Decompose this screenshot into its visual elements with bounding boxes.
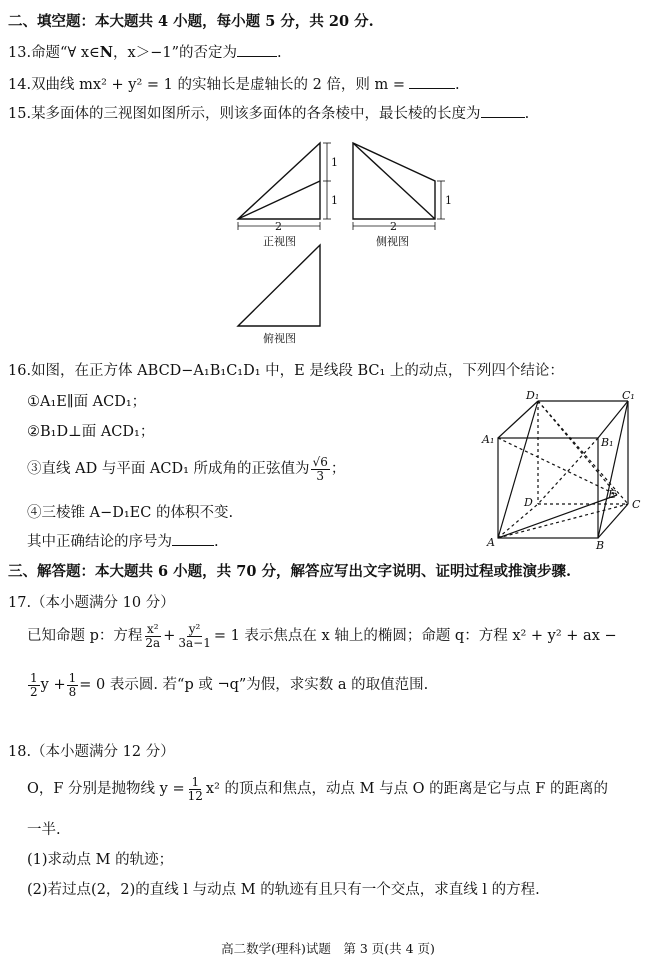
q17-text-b: = 1 表示焦点在 x 轴上的椭圆；命题 q：方程 x² + y² + ax − <box>213 628 617 645</box>
label-A: A <box>487 536 495 549</box>
q17-fraction-1 <box>143 623 162 649</box>
label-B1: B₁ <box>601 436 614 449</box>
label-E: E <box>608 488 617 501</box>
q15-answer-blank <box>481 105 525 118</box>
q17-fraction-4 <box>67 672 79 698</box>
label-B: B <box>596 539 605 552</box>
q18-header: 18.（本小题满分 12 分） <box>8 744 175 760</box>
q13-answer-blank <box>237 44 277 57</box>
question-15 <box>8 105 529 123</box>
side-view-label: 侧视图 <box>376 235 409 248</box>
q18-sub-2: (2)若过点(2，2)的直线 l 与动点 M 的轨迹有且只有一个交点，求直线 l 的方程. <box>27 882 540 898</box>
label-C1: C₁ <box>622 389 635 402</box>
q17-f1-num: x² <box>147 622 159 636</box>
q16-c3-numerator: √6 <box>312 455 328 469</box>
q15-end: . <box>524 106 530 122</box>
q13-text-before: 命题“∀ x∈ <box>31 45 100 61</box>
q14-end: . <box>455 77 460 93</box>
q14-number: 14. <box>8 77 32 93</box>
q16-answer-blank <box>172 533 214 546</box>
q17-line-2 <box>27 672 428 698</box>
q17-f1-den: 2a <box>145 635 161 650</box>
q17-plus: + <box>163 628 176 645</box>
front-view-inner-edge <box>238 181 320 219</box>
section-3-heading: 三、解答题：本大题共 6 小题，共 70 分，解答应写出文字说明、证明过程或推演步骤. <box>8 563 572 580</box>
q17-f3-num: 1 <box>30 671 38 685</box>
q16-intro-text: 如图，在正方体 ABCD−A₁B₁C₁D₁ 中，E 是线段 BC₁ 上的动点，下列四个结论： <box>31 363 564 379</box>
label-A1: A₁ <box>482 433 495 446</box>
q16-number: 16. <box>8 363 32 379</box>
edge-BC1 <box>598 401 628 538</box>
q18-line-1 <box>27 776 608 802</box>
label-C: C <box>632 498 641 511</box>
q18-fraction <box>186 776 205 802</box>
q17-f4-num: 1 <box>68 671 77 685</box>
side-height-label: 1 <box>445 194 452 207</box>
q16-conclusion-3 <box>27 456 345 482</box>
q17-text-a: 已知命题 p：方程 <box>27 628 143 645</box>
q18-sub-1: (1)求动点 M 的轨迹； <box>27 852 174 868</box>
cube-figure <box>478 388 650 558</box>
q16-c3-denominator: 3 <box>316 468 324 483</box>
question-14 <box>8 76 460 94</box>
q13-N: N <box>99 44 114 61</box>
q15-text: 某多面体的三视图如图所示，则该多面体的各条棱中，最长棱的长度为 <box>31 106 481 122</box>
q16-c3-fraction <box>311 456 330 482</box>
q18-f-num: 1 <box>191 775 200 789</box>
q17-header: 17.（本小题满分 10 分） <box>8 595 175 611</box>
q17-f2-num: y² <box>188 622 201 636</box>
question-13 <box>8 44 282 62</box>
top-view-outline <box>238 245 320 326</box>
q16-ask-end: . <box>214 534 219 550</box>
front-upper-height-label: 1 <box>331 156 338 169</box>
q17-f3-den: 2 <box>30 684 38 699</box>
q14-answer-blank <box>409 76 455 89</box>
front-view-label: 正视图 <box>263 235 296 248</box>
q15-number: 15. <box>8 106 32 122</box>
q17-text-d: = 0 表示圆. 若“p 或 ¬q”为假，求实数 a 的取值范围. <box>79 677 429 694</box>
front-view-outline <box>238 143 320 219</box>
q16-question <box>27 533 219 551</box>
q16-conclusion-1: ①A₁E∥面 ACD₁； <box>27 394 147 410</box>
q16-c3-end: ； <box>330 461 346 478</box>
q16-c3-text: ③直线 AD 与平面 ACD₁ 所成角的正弦值为 <box>27 461 310 478</box>
q13-text-after: ，x＞−1”的否定为 <box>113 45 237 61</box>
section-2-heading: 二、填空题：本大题共 4 小题，每小题 5 分，共 20 分. <box>8 13 374 30</box>
side-view-diagonal <box>353 143 435 219</box>
q17-f4-den: 8 <box>68 684 77 699</box>
q17-fraction-3 <box>28 672 40 698</box>
q18-text-a: O，F 分别是抛物线 y = <box>27 781 185 798</box>
q17-f2-den: 3a−1 <box>178 635 211 650</box>
top-view-label: 俯视图 <box>263 332 296 345</box>
front-width-label: 2 <box>275 220 282 233</box>
q13-end: . <box>276 45 282 61</box>
q17-line-1 <box>27 623 617 649</box>
q16-conclusion-2: ②B₁D⊥面 ACD₁； <box>27 424 155 440</box>
page-footer: 高二数学(理科)试题 第 3 页(共 4 页) <box>221 941 435 956</box>
label-D: D <box>524 496 533 509</box>
q13-number: 13. <box>8 45 32 61</box>
front-lower-height-label: 1 <box>331 194 338 207</box>
q18-line-2: 一半. <box>27 822 61 838</box>
q18-text-b: x² 的顶点和焦点，动点 M 与点 O 的距离是它与点 F 的距离的 <box>205 781 608 798</box>
q16-conclusion-4: ④三棱锥 A−D₁EC 的体积不变. <box>27 505 234 521</box>
q16-ask-text: 其中正确结论的序号为 <box>27 534 172 550</box>
label-D1: D₁ <box>526 389 540 402</box>
q14-text: 双曲线 mx² + y² = 1 的实轴长是虚轴长的 2 倍，则 m = <box>31 77 406 93</box>
side-width-label: 2 <box>390 220 397 233</box>
question-16-intro <box>8 362 564 380</box>
q17-text-c: y + <box>40 677 66 694</box>
q18-f-den: 12 <box>187 788 203 803</box>
three-views-figure <box>225 135 455 350</box>
q17-fraction-2 <box>176 623 212 649</box>
